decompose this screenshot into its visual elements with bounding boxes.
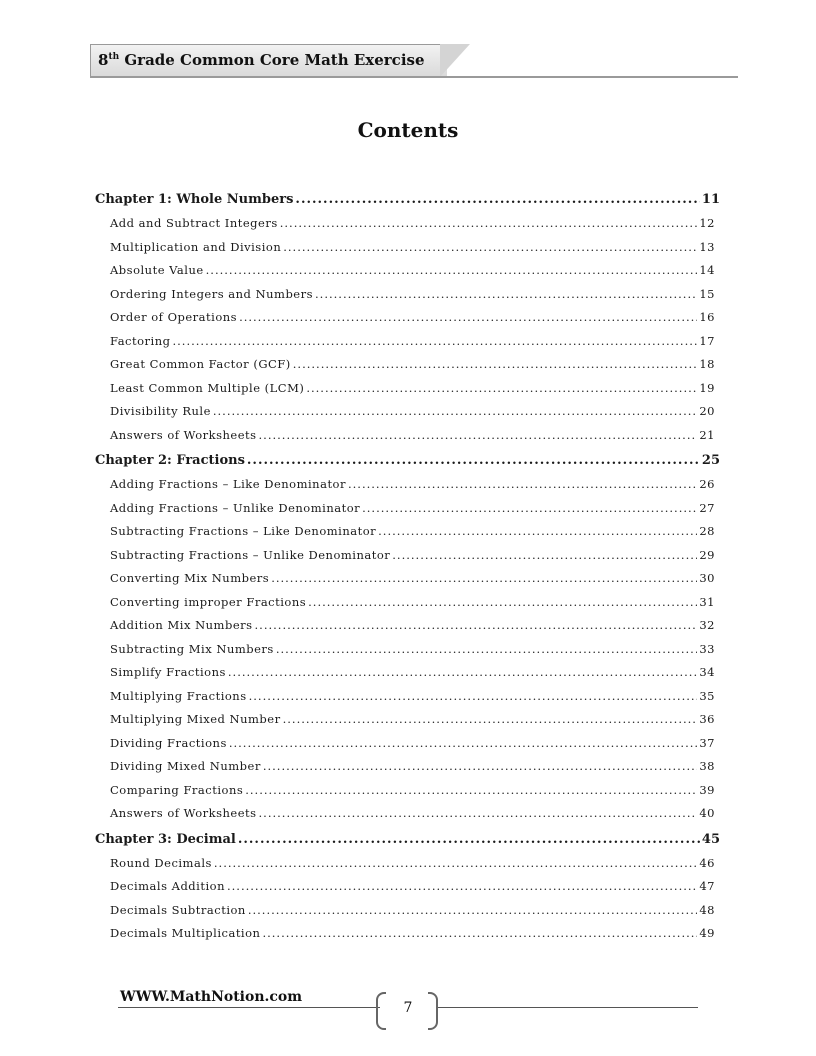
toc-entry-label: Factoring: [110, 333, 171, 348]
toc-entry[interactable]: [95, 571, 715, 595]
toc-page-number: 20: [699, 404, 715, 418]
toc-entry[interactable]: [95, 524, 715, 548]
toc-leader-dots: [348, 477, 697, 491]
toc-leader-dots: [247, 453, 700, 468]
toc-entry-label: Least Common Multiple (LCM): [110, 380, 305, 395]
toc-entry[interactable]: [95, 240, 715, 264]
toc-entry[interactable]: [95, 736, 715, 760]
page-header: [90, 44, 740, 78]
toc-leader-dots: [214, 856, 697, 870]
toc-page-number: 34: [699, 665, 715, 679]
toc-page-number: 15: [699, 286, 715, 301]
toc-entry-label: Dividing Fractions: [110, 735, 227, 750]
footer-website[interactable]: WWW.MathNotion.com: [120, 989, 303, 1005]
toc-leader-dots: [295, 192, 699, 207]
toc-entry-label: Decimals Subtraction: [110, 902, 246, 917]
toc-chapter-label: Chapter 2: Fractions: [95, 453, 245, 468]
toc-entry-label: Converting improper Fractions: [110, 594, 307, 609]
toc-entry[interactable]: [95, 879, 715, 903]
toc-leader-dots: [229, 736, 698, 750]
toc-leader-dots: [248, 903, 698, 917]
toc-entry-label: Simplify Fractions: [110, 665, 226, 679]
toc-entry[interactable]: [95, 357, 715, 381]
toc-leader-dots: [362, 501, 697, 515]
toc-entry[interactable]: [95, 216, 715, 240]
toc-entry-label: Add and Subtract Integers: [110, 216, 278, 230]
footer-rule-left: [118, 1007, 380, 1008]
toc-chapter-label: Chapter 1: Whole Numbers: [95, 192, 294, 207]
toc-leader-dots: [263, 759, 698, 773]
toc-entry-label: Answers of Worksheets: [110, 806, 257, 820]
toc-chapter-1[interactable]: [95, 192, 720, 216]
toc-entry[interactable]: [95, 783, 715, 807]
toc-page-number: 39: [699, 782, 715, 797]
toc-page-number: 30: [699, 571, 715, 585]
toc-page-number: 13: [699, 239, 715, 254]
page-title: Contents: [357, 118, 459, 142]
toc-leader-dots: [262, 926, 697, 940]
toc-entry[interactable]: [95, 665, 715, 689]
toc-page-number: 37: [699, 735, 715, 750]
toc-entry[interactable]: [95, 501, 715, 525]
toc-entry-label: Order of Operations: [110, 310, 238, 324]
toc-leader-dots: [259, 428, 698, 442]
toc-chapter-3[interactable]: [95, 832, 720, 856]
toc-page-number: 33: [699, 641, 715, 656]
toc-entry[interactable]: [95, 548, 715, 572]
toc-chapter-2[interactable]: [95, 453, 720, 477]
footer-rule-right: [438, 1007, 698, 1008]
toc-entry[interactable]: [95, 712, 715, 736]
page-number-bracket-right: [428, 992, 438, 1030]
toc-entry-label: Decimals Multiplication: [110, 926, 261, 940]
toc-page-number: 16: [699, 310, 715, 324]
toc-entry-label: Absolute Value: [110, 263, 204, 277]
toc-page-number: 46: [699, 855, 715, 870]
toc-leader-dots: [259, 806, 698, 820]
toc-entry[interactable]: [95, 287, 715, 311]
toc-entry[interactable]: [95, 903, 715, 927]
toc-leader-dots: [239, 310, 697, 324]
toc-entry-label: Subtracting Fractions – Like Denominator: [110, 524, 377, 538]
toc-page-number: 26: [699, 477, 715, 491]
toc-page-number: 35: [699, 688, 715, 703]
toc-page-number: 21: [699, 427, 715, 442]
toc-leader-dots: [227, 879, 697, 893]
toc-leader-dots: [306, 381, 697, 395]
toc-page-number: 29: [699, 547, 715, 562]
toc-entry[interactable]: [95, 477, 715, 501]
toc-leader-dots: [378, 524, 697, 538]
toc-entry[interactable]: [95, 806, 715, 830]
toc-entry-label: Decimals Addition: [110, 879, 225, 893]
toc-page-number: 17: [699, 333, 715, 348]
page-number-bracket-left: [376, 992, 386, 1030]
header-title: 8th Grade Common Core Math Exercise: [98, 51, 425, 69]
toc-leader-dots: [206, 263, 698, 277]
toc-leader-dots: [238, 832, 700, 847]
toc-entry-label: Dividing Mixed Number: [110, 759, 261, 773]
toc-leader-dots: [293, 357, 698, 371]
toc-page-number: 48: [699, 902, 715, 917]
toc-leader-dots: [245, 783, 697, 797]
toc-entry[interactable]: [95, 926, 715, 950]
toc-page-number: 38: [699, 759, 715, 773]
toc-leader-dots: [280, 216, 698, 230]
toc-entry[interactable]: [95, 310, 715, 334]
toc-entry-label: Divisibility Rule: [110, 404, 211, 418]
toc-entry[interactable]: [95, 856, 715, 880]
toc-entry-label: Multiplication and Division: [110, 239, 282, 254]
toc-entry-label: Round Decimals: [110, 855, 212, 870]
toc-page-number: 12: [699, 216, 715, 230]
toc-entry-label: Subtracting Mix Numbers: [110, 641, 274, 656]
toc-entry-label: Multiplying Fractions: [110, 688, 247, 703]
toc-leader-dots: [283, 240, 697, 254]
toc-page-number: 40: [699, 806, 715, 820]
toc-leader-dots: [213, 404, 697, 418]
toc-page-number: 18: [699, 357, 715, 371]
toc-page-number: 49: [699, 926, 715, 940]
toc-entry-label: Multiplying Mixed Number: [110, 712, 281, 726]
toc-leader-dots: [276, 642, 698, 656]
toc-leader-dots: [392, 548, 697, 562]
toc-leader-dots: [255, 618, 698, 632]
toc-page-number: 45: [701, 831, 720, 847]
toc-entry[interactable]: [95, 689, 715, 713]
table-of-contents: [95, 190, 720, 950]
toc-leader-dots: [315, 287, 697, 301]
toc-entry[interactable]: [95, 618, 715, 642]
toc-entry-label: Addition Mix Numbers: [110, 618, 253, 632]
toc-page-number: 14: [699, 263, 715, 277]
toc-entry[interactable]: [95, 642, 715, 666]
toc-entry-label: Ordering Integers and Numbers: [110, 286, 314, 301]
header-tab-slant: [440, 44, 470, 77]
toc-page-number: 19: [699, 380, 715, 395]
toc-page-number: 32: [699, 618, 715, 632]
toc-leader-dots: [172, 334, 697, 348]
toc-leader-dots: [271, 571, 697, 585]
toc-entry[interactable]: [95, 404, 715, 428]
toc-entry-label: Great Common Factor (GCF): [110, 357, 291, 371]
toc-page-number: 27: [699, 500, 715, 515]
toc-page-number: 28: [699, 524, 715, 538]
toc-entry[interactable]: [95, 381, 715, 405]
toc-entry[interactable]: [95, 428, 715, 452]
toc-chapter-label: Chapter 3: Decimal: [95, 831, 236, 847]
toc-entry[interactable]: [95, 334, 715, 358]
toc-entry-label: Answers of Worksheets: [110, 427, 257, 442]
toc-entry-label: Comparing Fractions: [110, 782, 244, 797]
toc-entry-label: Converting Mix Numbers: [110, 571, 270, 585]
toc-entry-label: Subtracting Fractions – Unlike Denominator: [110, 547, 391, 562]
toc-page-number: 25: [701, 453, 720, 468]
toc-leader-dots: [249, 689, 698, 703]
toc-leader-dots: [283, 712, 698, 726]
toc-entry[interactable]: [95, 759, 715, 783]
toc-entry-label: Adding Fractions – Like Denominator: [110, 477, 346, 491]
toc-page-number: 36: [699, 712, 715, 726]
toc-page-number: 47: [699, 879, 715, 893]
toc-entry-label: Adding Fractions – Unlike Denominator: [110, 500, 361, 515]
header-rule: [90, 76, 738, 78]
toc-leader-dots: [308, 595, 697, 609]
toc-page-number: 11: [701, 192, 720, 207]
page-number: 7: [403, 1000, 413, 1016]
toc-entry[interactable]: [95, 263, 715, 287]
toc-entry[interactable]: [95, 595, 715, 619]
toc-page-number: 31: [699, 594, 715, 609]
toc-leader-dots: [228, 665, 697, 679]
